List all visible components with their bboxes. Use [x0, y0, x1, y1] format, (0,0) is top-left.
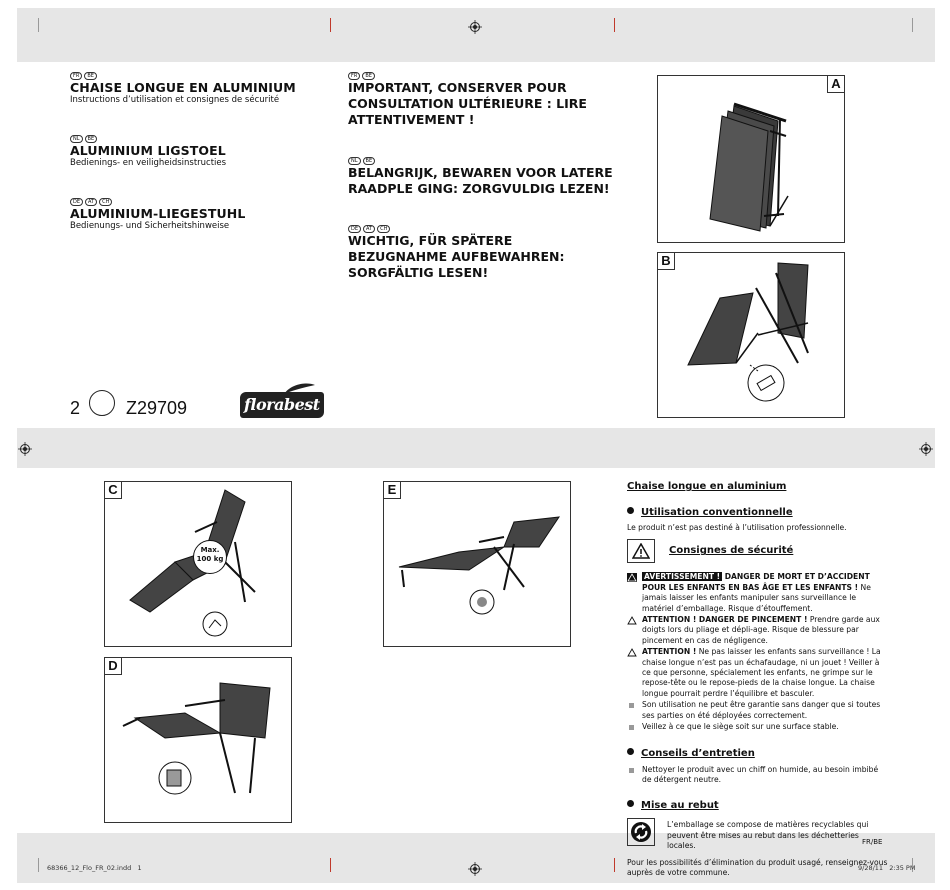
warning-triangle-icon	[627, 573, 637, 582]
disposal-row	[627, 818, 889, 851]
bullet-icon	[627, 800, 634, 807]
file-slug: 68366_12_Flo_FR_02.indd 1	[47, 864, 142, 872]
registration-mark-icon	[468, 862, 482, 876]
crop-mark	[38, 18, 39, 32]
page-language: FR/BE	[862, 838, 883, 846]
middle-band	[17, 428, 935, 468]
title-fr: CHAISE LONGUE EN ALUMINIUM	[70, 80, 296, 95]
notice-block-fr: FR BE IMPORTANT, CONSERVER POUR CONSULTATION ULTÉRIEURE : LIRE ATTENTIVEMENT !	[348, 73, 587, 127]
figure-b-label: B	[657, 252, 675, 270]
warning-3: ATTENTION ! Ne pas laisser les enfants sans surveillance ! La chaise longue n’est pas un échafaudage, ni un jouet ! Veiller à ce que personne, spécialement les enfants, ne grimpe sur le repose-tête ou le repose-pieds de la chaise longue. La chaise longue pourrait perdre l’équilibre et basculer.	[627, 647, 889, 699]
warning-2: ATTENTION ! DANGER DE PINCEMENT ! Prendre garde aux doigts lors du pliage et dépli-age. Risque de blessure par pincement en cas de négligence.	[627, 615, 889, 646]
registration-mark-icon	[468, 20, 482, 34]
bullet-icon	[627, 748, 634, 755]
crop-mark	[912, 18, 913, 32]
leaf-icon	[282, 383, 316, 395]
use-heading-row	[627, 500, 889, 519]
square-bullet-icon	[629, 768, 634, 773]
crop-mark	[38, 858, 39, 872]
disposal-heading-row	[627, 793, 889, 812]
title-block-fr: FR BE CHAISE LONGUE EN ALUMINIUM Instructions d’utilisation et consignes de sécurité	[70, 72, 330, 105]
list-item: Son utilisation ne peut être garantie sans danger que si toutes ses parties on été déployées correctement.	[627, 700, 889, 721]
figure-a-label: A	[827, 75, 845, 93]
square-bullet-icon	[629, 725, 634, 730]
green-dot-recycle-icon	[630, 821, 652, 843]
figure-e-label: E	[383, 481, 401, 499]
disposal-footer: Pour les possibilités d’élimination du produit usagé, renseignez-vous auprès de votre commune.	[627, 857, 888, 877]
crop-mark	[330, 18, 331, 32]
figure-e	[383, 481, 571, 647]
top-band	[17, 8, 935, 62]
page-circle	[89, 390, 115, 416]
disposal-heading: Mise au rebut	[641, 800, 719, 812]
figure-b	[657, 252, 845, 418]
figure-c	[104, 481, 292, 647]
manual-title: Chaise longue en aluminium	[627, 481, 787, 492]
figure-a	[657, 75, 845, 243]
disposal-text: L’emballage se compose de matières recyclables qui peuvent être mises au rebut dans les déchetteries locales.	[667, 820, 869, 851]
warning-1: AVERTISSEMENT ! DANGER DE MORT ET D’ACCIDENT POUR LES ENFANTS EN BAS ÂGE ET LES ENFANTS ! Ne jamais laisser les enfants manipuler sans surveillance le matériel d’emballage. Risque d’étouffement.	[627, 572, 889, 614]
title-block-de: DE AT CH ALUMINIUM-LIEGESTUHL Bedienungs- und Sicherheitshinweise	[70, 198, 330, 231]
brand-logo	[240, 392, 324, 418]
crop-mark	[614, 858, 615, 872]
warning-box	[627, 539, 655, 563]
title-de: ALUMINIUM-LIEGESTUHL	[70, 206, 246, 221]
figure-c-label: C	[104, 481, 122, 499]
manual-text-column	[627, 481, 889, 878]
page-number: 2	[70, 398, 81, 418]
notice-block-de: DE AT CH WICHTIG, FÜR SPÄTERE BEZUGNAHME AUFBEWAHREN: SORGFÄLTIG LESEN!	[348, 226, 565, 280]
safety-heading: Consignes de sécurité	[669, 545, 794, 557]
square-bullet-icon	[629, 703, 634, 708]
unfolding-chair-illustration	[658, 253, 844, 417]
subtitle-nl: Bedienings- en veiligheidsinstructies	[70, 158, 227, 168]
list-item: Nettoyer le produit avec un chiff on humide, au besoin imbibé de détergent neutre.	[627, 765, 889, 786]
title-nl: ALUMINIUM LIGSTOEL	[70, 143, 226, 158]
warning-triangle-icon	[627, 616, 637, 625]
warning-triangle-icon	[632, 543, 650, 559]
reclining-chair-illustration	[105, 658, 291, 822]
subtitle-fr: Instructions d’utilisation et consignes de sécurité	[70, 95, 280, 105]
list-item: Veillez à ce que le siège soit sur une surface stable.	[627, 722, 889, 732]
crop-mark	[614, 18, 615, 32]
crop-mark	[330, 858, 331, 872]
use-text: Le produit n’est pas destiné à l’utilisation professionnelle.	[627, 523, 847, 532]
max-load-badge: Max. 100 kg	[193, 540, 227, 574]
flat-chair-illustration	[384, 482, 570, 646]
figure-d-label: D	[104, 657, 122, 675]
recycle-box	[627, 818, 655, 846]
date-slug: 9/28/11 2:35 PM	[858, 864, 916, 872]
product-code: Z29709	[126, 398, 188, 418]
notice-block-nl: NL BE BELANGRIJK, BEWAREN VOOR LATERE RAADPLE GING: ZORGVULDIG LEZEN!	[348, 158, 613, 196]
care-heading-row	[627, 741, 889, 760]
registration-mark-icon	[18, 442, 32, 456]
bullet-icon	[627, 507, 634, 514]
figure-d	[104, 657, 292, 823]
safety-heading-row	[627, 539, 889, 563]
care-heading: Conseils d’entretien	[641, 747, 755, 759]
use-heading: Utilisation conventionnelle	[641, 507, 793, 518]
title-block-nl: NL BE ALUMINIUM LIGSTOEL Bedienings- en veiligheidsinstructies	[70, 135, 330, 168]
subtitle-de: Bedienungs- und Sicherheitshinweise	[70, 221, 230, 231]
folded-chair-illustration	[658, 76, 844, 242]
brand-name: florabest	[244, 395, 320, 414]
warning-triangle-icon	[627, 648, 637, 657]
registration-mark-icon	[919, 442, 933, 456]
